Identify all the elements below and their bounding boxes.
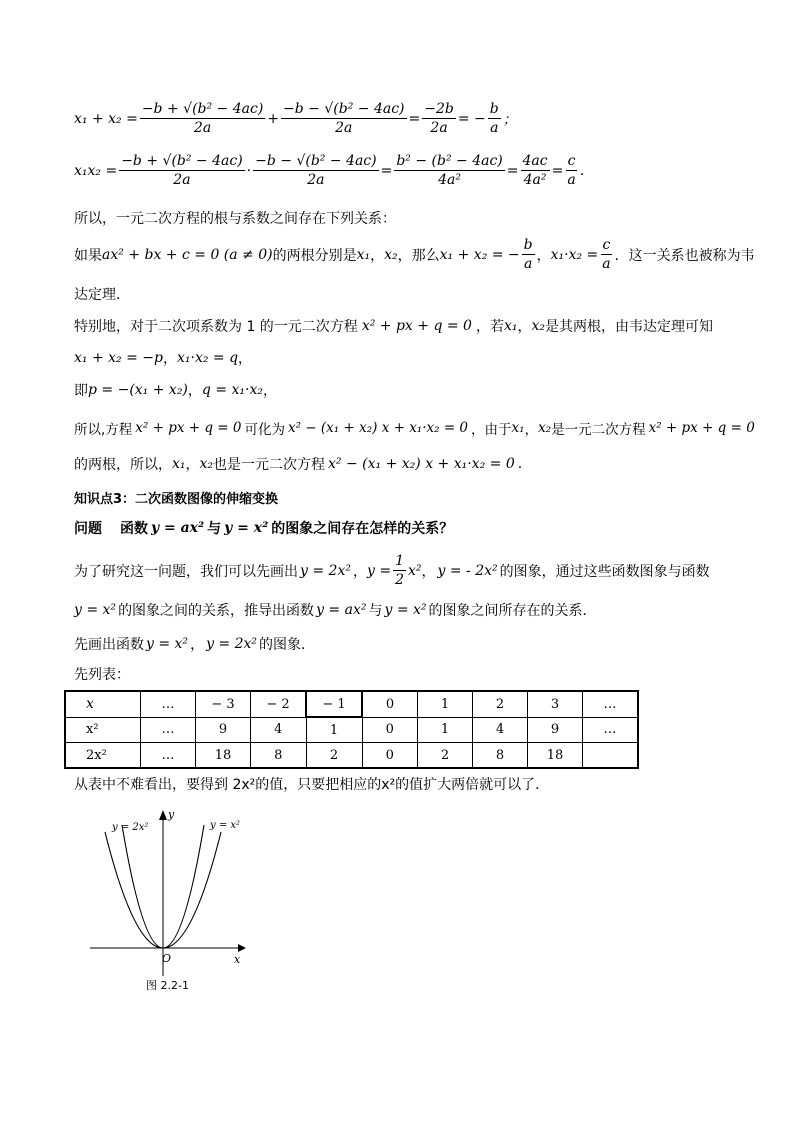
table-cell: … (583, 717, 639, 743)
denominator: 2a (173, 172, 191, 188)
section-heading: 知识点3：二次函数图像的伸缩变换 (74, 492, 279, 507)
text: 特别地，对于二次项系数为 1 的一元二次方程 (74, 319, 358, 335)
table-cell: − 1 (306, 691, 362, 717)
text: ，若 (475, 319, 504, 335)
fraction (281, 100, 406, 137)
text: ．这一关系也被称为韦 (614, 247, 755, 264)
text: 可化为 (244, 422, 285, 438)
value-table (64, 690, 639, 769)
punctuation: ； (502, 111, 517, 128)
equation: x² + px + q = 0 (648, 420, 755, 436)
equation: ax² + bx + c = 0 (a ≠ 0) (102, 246, 273, 263)
variable: x₁ (356, 246, 371, 263)
numerator: c (602, 237, 611, 253)
denominator: 2a (430, 120, 448, 136)
table-cell: 1 (306, 717, 362, 743)
sum-lhs: x₁ + x₂ = (74, 110, 138, 127)
text: 的图象，通过这些函数图象与函数 (499, 563, 710, 580)
table-cell: … (583, 691, 639, 717)
variable: x₁ (511, 420, 525, 436)
equation: y = (366, 562, 392, 579)
equation: x² (407, 562, 422, 579)
table-row (65, 743, 638, 769)
paragraph-pq (74, 380, 277, 400)
paragraph-relation-intro: 所以，一元二次方程的根与系数之间存在下列关系： (74, 211, 396, 227)
paragraph-sum-product (74, 348, 252, 368)
table-cell: 2 (473, 691, 528, 717)
denominator: 2a (307, 172, 325, 188)
text: 的图象之间的关系，推导出函数 (118, 603, 315, 619)
paragraph-research-plan (74, 552, 710, 589)
text: 是一元二次方程 (551, 422, 646, 438)
fraction (394, 152, 504, 189)
text: 所以,方程 (74, 422, 133, 438)
denominator: a (523, 256, 533, 272)
fraction (119, 152, 244, 189)
operator: · (246, 162, 252, 179)
denominator: 2a (335, 120, 353, 136)
equation: x₁·x₂ = (550, 246, 599, 263)
operator: = (408, 110, 421, 127)
axis-label-y: y (168, 808, 175, 821)
equation: y = 2x² (206, 636, 258, 652)
table-cell: … (141, 691, 196, 717)
table-cell: 1 (418, 717, 473, 743)
equation: x² + px + q = 0 (135, 420, 242, 436)
table-cell: 18 (196, 743, 251, 769)
vieta-sum-derivation (74, 100, 517, 137)
fraction (140, 100, 265, 137)
fraction (521, 152, 550, 189)
text: . (517, 456, 523, 472)
text: 如果 (74, 247, 102, 264)
equation: x² − (x₁ + x₂) x + x₁·x₂ = 0 (288, 420, 469, 436)
text: ， (536, 247, 551, 264)
table-cell: 2 (306, 743, 362, 769)
fraction (422, 100, 456, 137)
numerator: 1 (395, 553, 404, 569)
text: 与 (368, 603, 383, 619)
table-cell: 8 (473, 743, 528, 769)
text: 是其两根，由韦达定理可知 (544, 319, 713, 335)
text: 先画出函数 (74, 637, 144, 653)
text: 的两根分别是 (272, 247, 357, 264)
numerator: 4ac (522, 153, 548, 169)
paragraph-draw-first (74, 634, 315, 654)
table-row (65, 691, 638, 717)
question-line (74, 518, 453, 538)
table-cell: 0 (362, 717, 418, 743)
table-cell: … (141, 717, 196, 743)
text: 的图象之间所存在的关系． (428, 603, 597, 619)
text: 的图象． (259, 637, 316, 653)
operator: = (506, 162, 519, 179)
numerator: c (567, 153, 576, 169)
variable: x₂ (199, 456, 214, 472)
equation: y = - 2x² (437, 562, 498, 579)
equation: p = −(x₁ + x₂) (88, 382, 188, 398)
fraction (522, 236, 535, 273)
denominator: a (602, 256, 611, 272)
equation: x² − (x₁ + x₂) x + x₁·x₂ = 0 (328, 456, 515, 472)
table-cell (583, 743, 639, 769)
equation: y = ax² (316, 602, 367, 618)
x-axis-arrow-icon (238, 944, 246, 952)
numerator: −b − √(b² − 4ac) (283, 101, 405, 117)
paragraph-list-table: 先列表： (74, 667, 130, 683)
table-cell: 4 (251, 717, 307, 743)
label-y-x2: y = x² (210, 820, 241, 831)
text: ，那么 (397, 247, 440, 264)
vieta-product-derivation (74, 152, 584, 189)
text: ， (190, 637, 205, 653)
operator: = (380, 162, 393, 179)
equation: x₁ + x₂ = −p (74, 350, 163, 366)
text: ， (517, 319, 532, 335)
numerator: −b − √(b² − 4ac) (255, 153, 377, 169)
fraction (253, 152, 378, 189)
product-lhs: x₁x₂ = (74, 162, 118, 179)
denominator: 2a (193, 120, 212, 136)
text: 函数 (120, 521, 148, 537)
equation: y = ax² (151, 520, 205, 536)
paragraph-vieta-theorem (74, 236, 755, 273)
table-row (65, 717, 638, 743)
parabola-figure (90, 808, 260, 998)
text: 的图象之间存在怎样的关系？ (271, 521, 454, 537)
table-cell: 9 (528, 717, 583, 743)
text: 即 (74, 383, 88, 399)
numerator: b (489, 101, 499, 117)
axis-label-x: x (234, 953, 241, 966)
fraction (565, 152, 577, 189)
text: 的两根，所以， (74, 457, 172, 473)
paragraph-conclusion (74, 454, 522, 474)
numerator: b (523, 237, 533, 253)
equation: y = x² (384, 602, 427, 618)
text: ， (370, 247, 385, 264)
table-cell: … (141, 743, 196, 769)
text: ， (238, 351, 253, 367)
operator: + (267, 110, 280, 127)
equation: y = x² (146, 636, 189, 652)
text: ， (421, 563, 436, 580)
paragraph-rewrite (74, 418, 755, 438)
equation: y = x² (224, 520, 269, 536)
variable: x₂ (384, 246, 398, 263)
paragraph-table-observation: 从表中不难看出，要得到 2x²的值，只要把相应的x²的值扩大两倍就可以了． (74, 777, 550, 793)
text: ， (185, 457, 200, 473)
table-cell: x² (65, 717, 141, 743)
y-axis-arrow-icon (159, 810, 167, 820)
table-cell: − 3 (196, 691, 251, 717)
text: ， (162, 351, 177, 367)
denominator: a (567, 172, 576, 188)
equation: y = x² (74, 602, 117, 618)
operator: = − (457, 110, 486, 127)
paragraph-special-case (74, 316, 713, 336)
text: ，由于 (471, 422, 512, 438)
text: ， (352, 563, 367, 580)
equation: x² + px + q = 0 (361, 318, 472, 334)
equation: q = x₁·x₂ (201, 382, 263, 398)
fraction (600, 236, 612, 273)
fraction (393, 552, 406, 589)
numerator: −b + √(b² − 4ac) (121, 153, 243, 169)
denominator: 4a² (523, 172, 547, 188)
label-y-2x2: y = 2x² (112, 822, 149, 833)
paragraph-derive (74, 600, 597, 620)
text: ， (187, 383, 202, 399)
table-cell: 2 (418, 743, 473, 769)
text: 与 (207, 521, 222, 537)
denominator: a (490, 120, 499, 136)
table-cell: x (65, 691, 141, 717)
fraction (488, 100, 501, 137)
variable: x₁ (172, 456, 186, 472)
table-cell: − 2 (251, 691, 307, 717)
punctuation: . (579, 162, 585, 179)
denominator: 2 (395, 572, 404, 588)
table-cell: 0 (362, 743, 418, 769)
operator: = (551, 162, 564, 179)
table-cell: 18 (528, 743, 583, 769)
table-cell: 3 (528, 691, 583, 717)
table-cell: 0 (362, 691, 418, 717)
table-cell: 4 (473, 717, 528, 743)
variable: x₂ (531, 318, 545, 334)
origin-label: O (162, 952, 172, 965)
text: 也是一元二次方程 (213, 457, 326, 473)
variable: x₁ (503, 318, 518, 334)
figure-caption: 图 2.2-1 (146, 979, 189, 992)
equation: y = 2x² (300, 562, 351, 579)
table-cell: 2x² (65, 743, 141, 769)
denominator: 4a² (438, 172, 461, 188)
table-cell: 8 (251, 743, 307, 769)
equation: x₁ + x₂ = − (439, 246, 520, 263)
text: 为了研究这一问题，我们可以先画出 (74, 563, 298, 580)
table-cell: 1 (418, 691, 473, 717)
numerator: b² − (b² − 4ac) (396, 153, 503, 169)
numerator: −b + √(b² − 4ac) (141, 101, 264, 117)
table-cell: 9 (196, 717, 251, 743)
text: ， (524, 422, 539, 438)
text: ， (262, 383, 277, 399)
numerator: −2b (424, 101, 454, 117)
equation: x₁·x₂ = q (176, 350, 239, 366)
paragraph-continuation: 达定理． (74, 287, 130, 303)
variable: x₂ (538, 420, 552, 436)
question-label: 问题 (74, 521, 102, 537)
